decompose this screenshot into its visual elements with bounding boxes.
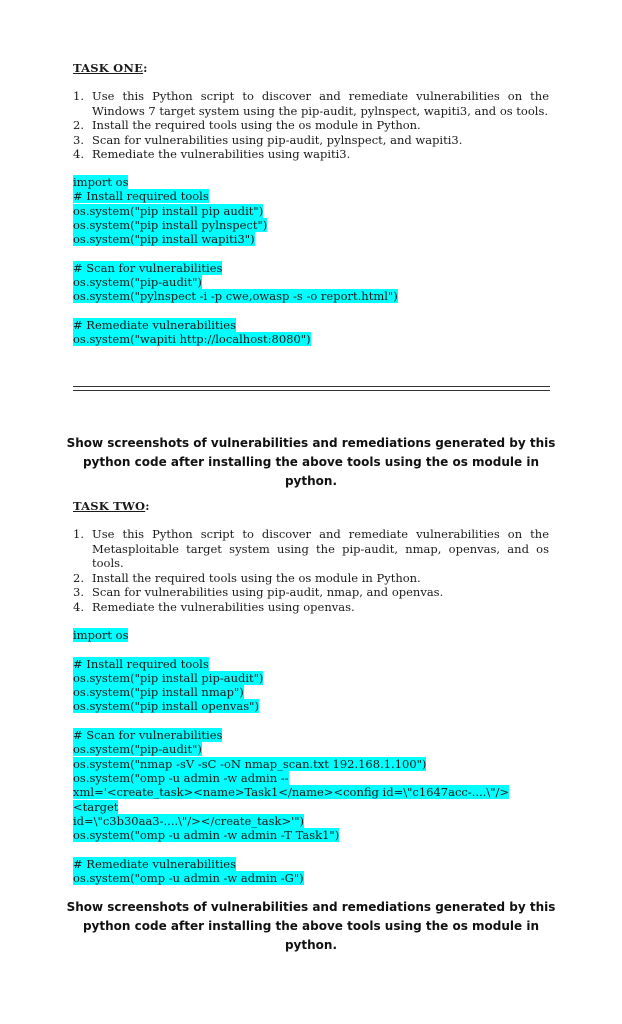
list-item: 3. Scan for vulnerabilities using pip-audit, pylnspect, and wapiti3. bbox=[73, 132, 463, 147]
task-one-code bbox=[73, 175, 553, 347]
screenshot-instruction: Show screenshots of vulnerabilities and remediations generated by this python code after installing the above tools using the os module in python. bbox=[66, 436, 556, 488]
task-two-steps bbox=[73, 527, 549, 614]
code-line: xml='<create_task><name>Task1</name><config id=\"c1647acc-....\"/><target bbox=[73, 785, 510, 814]
list-item: 1. Use this Python script to discover and remediate vulnerabilities on the Windows 7 target system using the pip-audit, pylnspect, wapiti3, and os tools. bbox=[73, 89, 549, 118]
divider-rule bbox=[73, 386, 550, 387]
list-item: 2. Install the required tools using the os module in Python. bbox=[73, 570, 421, 585]
code-line: import os bbox=[73, 628, 129, 642]
code-line: # Scan for vulnerabilities bbox=[73, 260, 223, 275]
code-line: import os bbox=[73, 175, 129, 189]
task-one-steps bbox=[73, 89, 549, 162]
code-line: os.system("omp -u admin -w admin -- bbox=[73, 770, 289, 785]
code-line: os.system("pip install wapiti3") bbox=[73, 232, 255, 247]
code-line: os.system("pip install pip-audit") bbox=[73, 670, 264, 685]
code-line: os.system("pip install pip audit") bbox=[73, 203, 264, 218]
task-two-heading: TASK TWO: bbox=[73, 499, 150, 513]
list-item: 2. Install the required tools using the os module in Python. bbox=[73, 118, 421, 132]
code-line: os.system("pip install pylnspect") bbox=[73, 217, 268, 232]
list-item: 1. Use this Python script to discover and remediate vulnerabilities on the Metasploitable target system using the pip-audit, nmap, openvas, and os tools. bbox=[73, 527, 549, 570]
code-line: # Scan for vulnerabilities bbox=[73, 728, 223, 743]
code-line: # Remediate vulnerabilities bbox=[73, 317, 236, 332]
code-line: os.system("pip-audit") bbox=[73, 742, 202, 757]
list-item: 3. Scan for vulnerabilities using pip-audit, nmap, and openvas. bbox=[73, 585, 444, 599]
code-line: os.system("wapiti http://localhost:8080") bbox=[73, 332, 311, 347]
code-line: os.system("nmap -sV -sC -oN nmap_scan.txt 192.168.1.100") bbox=[73, 756, 427, 771]
code-line: # Remediate vulnerabilities bbox=[73, 856, 236, 871]
screenshot-instruction: Show screenshots of vulnerabilities and remediations generated by this python code after installing the above tools using the os module in python. bbox=[66, 900, 556, 952]
code-line: os.system("pip-audit") bbox=[73, 275, 202, 290]
code-line: # Install required tools bbox=[73, 656, 209, 671]
task-one-heading: TASK ONE: bbox=[73, 61, 148, 75]
task-two-code bbox=[73, 628, 553, 885]
code-line: os.system("pylnspect -i -p cwe,owasp -s -o report.html") bbox=[73, 289, 398, 304]
code-line: id=\"c3b30aa3-....\"/></create_task>'") bbox=[73, 813, 305, 828]
code-line: os.system("pip install openvas") bbox=[73, 699, 259, 714]
list-item: 4. Remediate the vulnerabilities using wapiti3. bbox=[73, 147, 351, 161]
divider-rule bbox=[73, 390, 550, 391]
code-line: os.system("omp -u admin -w admin -T Task1") bbox=[73, 828, 340, 843]
list-item: 4. Remediate the vulnerabilities using openvas. bbox=[73, 599, 355, 614]
code-line: os.system("omp -u admin -w admin -G") bbox=[73, 871, 304, 886]
code-line: # Install required tools bbox=[73, 189, 209, 204]
code-line: os.system("pip install nmap") bbox=[73, 685, 244, 700]
